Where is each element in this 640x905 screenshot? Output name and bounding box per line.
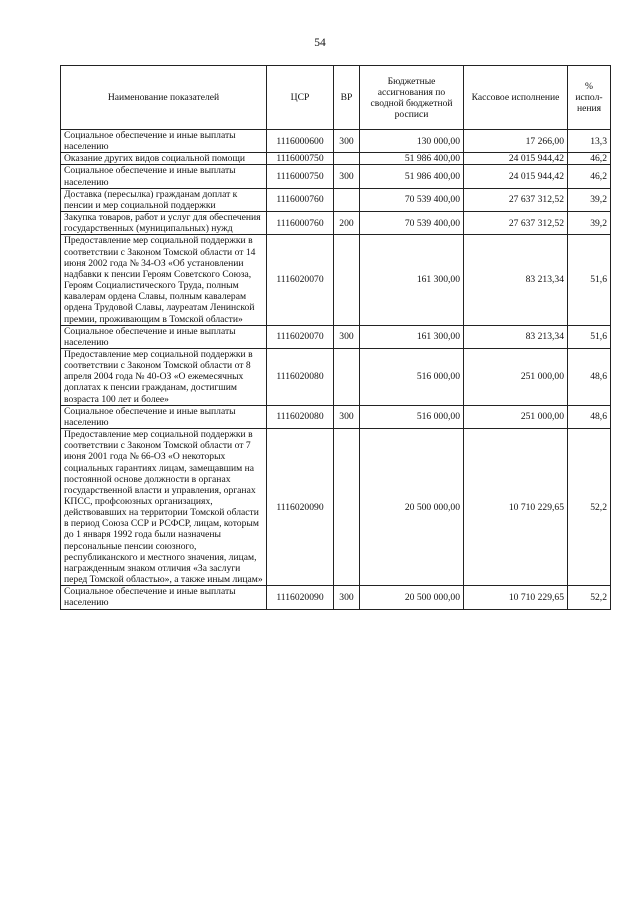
row-cash: 251 000,00 — [464, 348, 568, 405]
row-budget: 70 539 400,00 — [360, 212, 464, 235]
header-cash: Кассовое исполнение — [464, 66, 568, 130]
row-budget: 70 539 400,00 — [360, 188, 464, 211]
row-percent: 51,6 — [568, 325, 611, 348]
row-budget: 161 300,00 — [360, 235, 464, 325]
table-header-row — [61, 66, 611, 130]
row-percent: 52,2 — [568, 429, 611, 586]
page-number: 54 — [314, 37, 326, 49]
row-csr: 1116020090 — [267, 429, 334, 586]
row-cash: 27 637 312,52 — [464, 212, 568, 235]
row-budget: 51 986 400,00 — [360, 153, 464, 165]
row-budget: 20 500 000,00 — [360, 586, 464, 609]
table-row — [61, 188, 611, 211]
header-csr: ЦСР — [267, 66, 334, 130]
row-cash: 17 266,00 — [464, 130, 568, 153]
row-cash: 83 213,34 — [464, 235, 568, 325]
row-name: Закупка товаров, работ и услуг для обеспечения государственных (муниципальных) нужд — [61, 212, 267, 235]
table-row — [61, 586, 611, 609]
row-csr: 1116000750 — [267, 153, 334, 165]
row-cash: 27 637 312,52 — [464, 188, 568, 211]
table-row — [61, 212, 611, 235]
table-row — [61, 130, 611, 153]
row-percent: 52,2 — [568, 586, 611, 609]
row-name: Предоставление мер социальной поддержки в соответствии с Законом Томской области от 7 июня 2001 года № 66-ОЗ «О некоторых социальных гарантиях лицам, замещавшим на постоянной основе должности в органах государственной власти и управления, органах КПСС, профсоюзных организациях, действовавших на территории Томской области в период Союза ССР и РСФСР, лицам, которым до 1 января 1992 года были назначены персональные пенсии союзного, республиканского и местного значения, лицам, награжденным знаком отличия «За заслуги перед Томской областью», а также иным лицам» — [61, 429, 267, 586]
row-vr: 300 — [334, 165, 360, 188]
row-name: Социальное обеспечение и иные выплаты населению — [61, 325, 267, 348]
row-vr — [334, 235, 360, 325]
row-vr: 300 — [334, 325, 360, 348]
row-percent: 46,2 — [568, 153, 611, 165]
row-csr: 1116020080 — [267, 405, 334, 428]
row-vr — [334, 348, 360, 405]
row-csr: 1116000600 — [267, 130, 334, 153]
row-vr: 200 — [334, 212, 360, 235]
header-vr: ВР — [334, 66, 360, 130]
row-vr: 300 — [334, 586, 360, 609]
row-vr — [334, 153, 360, 165]
header-name: Наименование показателей — [61, 66, 267, 130]
row-csr: 1116020070 — [267, 325, 334, 348]
table-row — [61, 348, 611, 405]
row-vr — [334, 188, 360, 211]
row-cash: 10 710 229,65 — [464, 586, 568, 609]
row-percent: 39,2 — [568, 212, 611, 235]
row-cash: 10 710 229,65 — [464, 429, 568, 586]
row-cash: 83 213,34 — [464, 325, 568, 348]
table-row — [61, 235, 611, 325]
row-csr: 1116020070 — [267, 235, 334, 325]
row-name: Предоставление мер социальной поддержки в соответствии с Законом Томской области от 8 апреля 2004 года № 40-ОЗ «О ежемесячных доплатах к пенсии гражданам, достигшим возраста 100 лет и более» — [61, 348, 267, 405]
row-csr: 1116020090 — [267, 586, 334, 609]
row-budget: 516 000,00 — [360, 405, 464, 428]
row-vr: 300 — [334, 405, 360, 428]
row-percent: 48,6 — [568, 405, 611, 428]
row-percent: 13,3 — [568, 130, 611, 153]
row-name: Социальное обеспечение и иные выплаты населению — [61, 130, 267, 153]
row-name: Социальное обеспечение и иные выплаты населению — [61, 165, 267, 188]
row-percent: 39,2 — [568, 188, 611, 211]
header-budget: Бюджетные ассигнования по сводной бюджетной росписи — [360, 66, 464, 130]
row-cash: 251 000,00 — [464, 405, 568, 428]
row-budget: 130 000,00 — [360, 130, 464, 153]
row-budget: 161 300,00 — [360, 325, 464, 348]
row-percent: 51,6 — [568, 235, 611, 325]
row-name: Предоставление мер социальной поддержки в соответствии с Законом Томской области от 14 июня 2002 года № 34-ОЗ «Об установлении надбавки к пенсии Героям Советского Союза, Героям Социалистического Труда, полным кавалерам ордена Славы, полным кавалерам ордена Трудовой Славы, лауреатам Ленинской премии, проживающим в Томской области» — [61, 235, 267, 325]
table-row — [61, 153, 611, 165]
row-name: Доставка (пересылка) гражданам доплат к пенсии и мер социальной поддержки — [61, 188, 267, 211]
table-row — [61, 429, 611, 586]
row-csr: 1116000750 — [267, 165, 334, 188]
row-vr: 300 — [334, 130, 360, 153]
row-cash: 24 015 944,42 — [464, 165, 568, 188]
row-vr — [334, 429, 360, 586]
row-csr: 1116000760 — [267, 188, 334, 211]
row-budget: 20 500 000,00 — [360, 429, 464, 586]
row-csr: 1116000760 — [267, 212, 334, 235]
row-cash: 24 015 944,42 — [464, 153, 568, 165]
budget-execution-table — [60, 65, 611, 610]
row-percent: 46,2 — [568, 165, 611, 188]
row-budget: 516 000,00 — [360, 348, 464, 405]
row-name: Социальное обеспечение и иные выплаты населению — [61, 405, 267, 428]
header-percent: % испол-нения — [568, 66, 611, 130]
table-row — [61, 405, 611, 428]
row-name: Социальное обеспечение и иные выплаты населению — [61, 586, 267, 609]
row-percent: 48,6 — [568, 348, 611, 405]
table-row — [61, 165, 611, 188]
table-row — [61, 325, 611, 348]
row-csr: 1116020080 — [267, 348, 334, 405]
row-budget: 51 986 400,00 — [360, 165, 464, 188]
row-name: Оказание других видов социальной помощи — [61, 153, 267, 165]
